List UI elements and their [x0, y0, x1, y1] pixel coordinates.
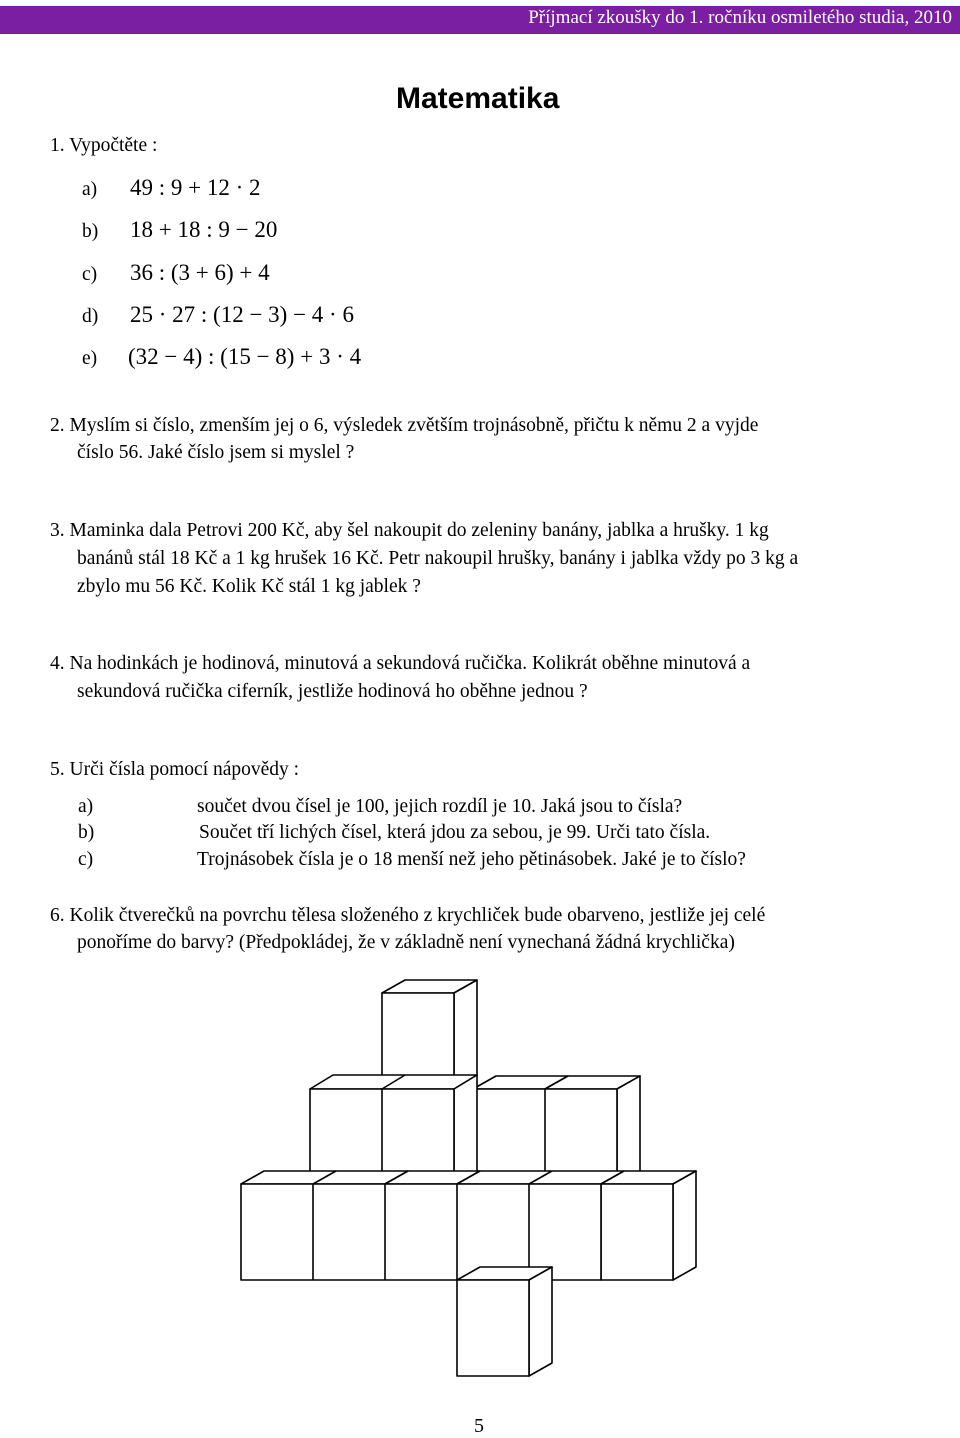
q2-line-2: číslo 56. Jaké číslo jsem si myslel ?: [77, 442, 355, 463]
q1-item-b-expr: 18 + 18 : 9 − 20: [130, 217, 278, 242]
lower-cube-front: [457, 1280, 529, 1376]
exam-header-text: Příjmací zkoušky do 1. ročníku osmiletého studia, 2010: [528, 7, 952, 28]
q1-item-e-expr: (32 − 4) : (15 − 8) + 3 · 4: [128, 344, 362, 369]
front-row-front: [241, 1184, 601, 1280]
q1-item-e-label: e): [82, 348, 98, 369]
q5-item-a-label: a): [78, 796, 94, 817]
q4-line-1: 4. Na hodinkách je hodinová, minutová a sekundová ručička. Kolikrát oběhne minutová a: [50, 653, 751, 674]
q1-item-d-expr: 25 · 27 : (12 − 3) − 4 · 6: [130, 302, 354, 327]
q5-heading: 5. Urči čísla pomocí nápovědy :: [50, 759, 300, 780]
q2-line-1: 2. Myslím si číslo, zmenším jej o 6, výsledek zvětším trojnásobně, přičtu k němu 2 a vyjde: [50, 415, 759, 436]
front-raised-cube-front: [601, 1184, 673, 1280]
q1-item-a-expr: 49 : 9 + 12 · 2: [130, 175, 261, 200]
cube-assembly-figure: [236, 975, 736, 1395]
page-title: Matematika: [396, 82, 560, 115]
q1-item-c-label: c): [82, 264, 98, 285]
q1-item-b-label: b): [82, 221, 99, 242]
q5-item-a-text: součet dvou čísel je 100, jejich rozdíl je 10. Jaká jsou to čísla?: [197, 796, 683, 817]
front-raised-cube-side: [673, 1171, 696, 1280]
top-cube-side-face: [454, 980, 477, 1089]
q5-item-c-text: Trojnásobek čísla je o 18 menší než jeho pětinásobek. Jaké je to číslo?: [197, 849, 746, 870]
page-number: 5: [474, 1415, 484, 1437]
q6-line-1: 6. Kolik čtverečků na povrchu tělesa složeného z krychliček bude obarveno, jestliže jej celé: [50, 905, 766, 926]
q1-heading: 1. Vypočtěte :: [50, 135, 158, 156]
q4-line-2: sekundová ručička ciferník, jestliže hodinová ho oběhne jednou ?: [77, 681, 588, 702]
q3-line-3: zbylo mu 56 Kč. Kolik Kč stál 1 kg jablek ?: [77, 576, 421, 597]
middle-row-side: [454, 1075, 477, 1184]
q3-line-1: 3. Maminka dala Petrovi 200 Kč, aby šel nakoupit do zeleniny banány, jablka a hrušky. 1 kg: [50, 520, 769, 541]
q1-item-a-label: a): [82, 179, 98, 200]
q5-item-b-label: b): [78, 822, 95, 843]
exam-header-bar: [0, 6, 960, 34]
q1-item-c-expr: 36 : (3 + 6) + 4: [130, 260, 270, 285]
q1-item-d-label: d): [82, 306, 99, 327]
q5-item-c-label: c): [78, 849, 94, 870]
lower-cube-side: [529, 1267, 552, 1376]
back-cube-right-side: [617, 1076, 640, 1184]
q3-line-2: banánů stál 18 Kč a 1 kg hrušek 16 Kč. Petr nakoupil hrušky, banány i jablka vždy po 3 kg a: [77, 548, 799, 569]
q5-item-b-text: Součet tří lichých čísel, která jdou za sebou, je 99. Urči tato čísla.: [199, 822, 711, 843]
q6-line-2: ponoříme do barvy? (Předpokládej, že v základně není vynechaná žádná krychlička): [77, 932, 735, 953]
